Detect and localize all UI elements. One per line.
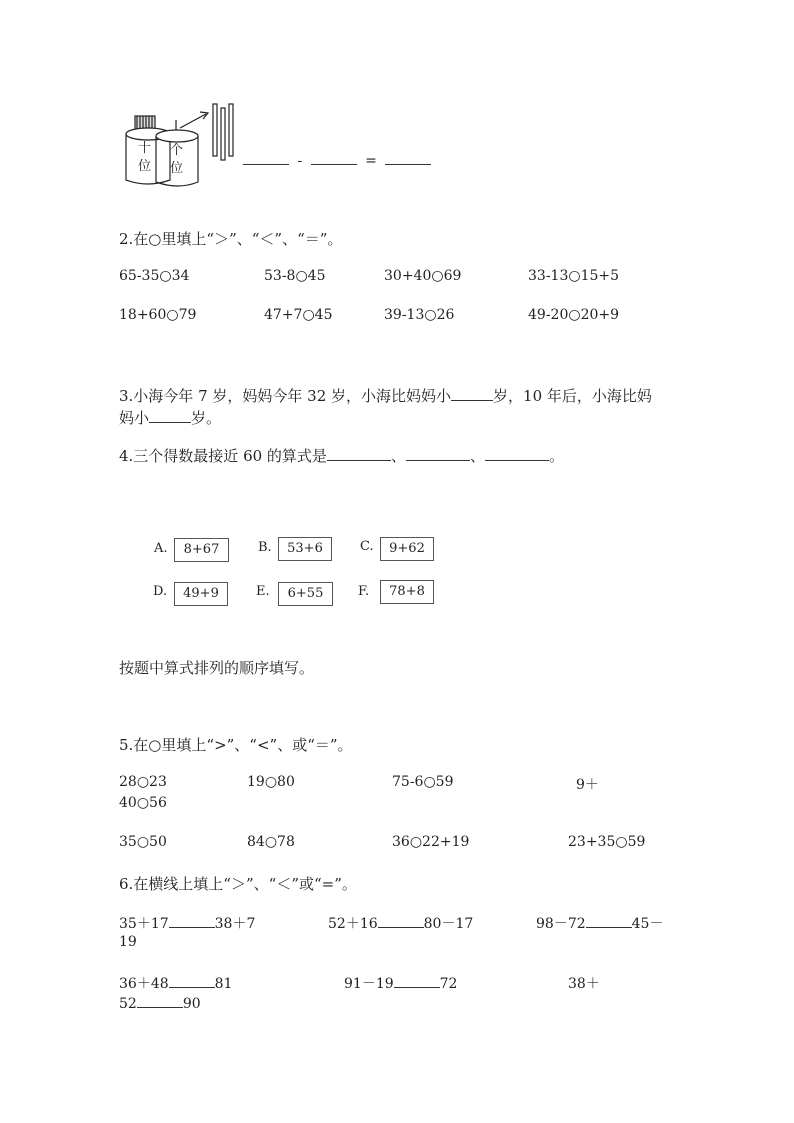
q6-blank[interactable] xyxy=(169,915,215,928)
q6-blank[interactable] xyxy=(378,915,424,928)
q6-item-wrap: 52 90 xyxy=(119,996,201,1012)
q6-title: 6.在横线上填上“＞”、“＜”或“=”。 xyxy=(119,875,357,893)
q5-title: 5.在○里填上“>”、“<”、或“＝”。 xyxy=(119,736,353,754)
minus-sign: - xyxy=(297,153,303,169)
q6-item-wrap: 19 xyxy=(119,934,137,950)
q3-blank-2[interactable] xyxy=(149,410,191,423)
q2-item[interactable]: 49-20○20+9 xyxy=(528,307,620,323)
q4-blank-3[interactable] xyxy=(485,448,549,461)
q4-note: 按题中算式排列的顺序填写。 xyxy=(119,659,315,677)
option-letter-f: F. xyxy=(358,584,370,599)
q2-title: 2.在○里填上“＞”、“＜”、“＝”。 xyxy=(119,230,343,248)
q6-item: 38＋ xyxy=(568,976,600,992)
q3-blank-1[interactable] xyxy=(451,388,493,401)
q2-item[interactable]: 39-13○26 xyxy=(384,307,455,323)
q2-item[interactable]: 30+40○69 xyxy=(384,268,462,284)
q2-item[interactable]: 53-8○45 xyxy=(264,268,326,284)
option-box-b[interactable]: 53+6 xyxy=(278,537,332,561)
place-value-figure xyxy=(118,96,248,192)
q5-item[interactable]: 9＋ xyxy=(576,777,599,793)
answer-blank-2[interactable] xyxy=(311,152,357,165)
option-box-a[interactable]: 8+67 xyxy=(174,538,229,562)
q3-line2: 妈小 岁。 xyxy=(119,409,222,427)
q2-item[interactable]: 33-13○15+5 xyxy=(528,268,620,284)
q2-item[interactable]: 18+60○79 xyxy=(119,307,197,323)
answer-blank-1[interactable] xyxy=(243,152,289,165)
q5-item[interactable]: 23+35○59 xyxy=(568,834,646,850)
q5-item-wrap[interactable]: 40○56 xyxy=(119,795,167,811)
q6-blank[interactable] xyxy=(586,915,632,928)
q2-item[interactable]: 47+7○45 xyxy=(264,307,333,323)
q5-item[interactable]: 36○22+19 xyxy=(392,834,470,850)
q6-item: 36＋48 81 xyxy=(119,976,233,992)
q4-blank-1[interactable] xyxy=(327,448,391,461)
ones-label: 个 位 xyxy=(170,143,184,176)
option-letter-c: C. xyxy=(360,539,374,554)
option-letter-d: D. xyxy=(153,584,168,599)
q6-item: 98－72 45－ xyxy=(536,916,664,932)
q4-title: 4.三个得数最接近 60 的算式是 、 、 。 xyxy=(119,447,564,465)
q6-item: 91－19 72 xyxy=(344,976,458,992)
option-letter-b: B. xyxy=(258,540,272,555)
q6-blank[interactable] xyxy=(394,975,440,988)
q6-blank[interactable] xyxy=(137,995,183,1008)
figure-equation xyxy=(243,152,431,169)
q4-blank-2[interactable] xyxy=(406,448,470,461)
q2-item[interactable]: 65-35○34 xyxy=(119,268,190,284)
q6-blank[interactable] xyxy=(169,975,215,988)
option-letter-e: E. xyxy=(256,584,270,599)
option-box-c[interactable]: 9+62 xyxy=(380,537,434,561)
q6-item: 35＋17 38＋7 xyxy=(119,916,256,932)
equals-sign: = xyxy=(365,153,377,169)
answer-blank-3[interactable] xyxy=(385,152,431,165)
option-letter-a: A. xyxy=(154,541,168,556)
q5-item[interactable]: 28○23 xyxy=(119,774,167,790)
q3-line1: 3.小海今年 7 岁，妈妈今年 32 岁，小海比妈妈小 岁，10 年后，小海比妈 xyxy=(119,387,652,405)
q6-item: 52＋16 80－17 xyxy=(328,916,474,932)
q5-item[interactable]: 75-6○59 xyxy=(392,774,454,790)
option-box-e[interactable]: 6+55 xyxy=(278,582,333,606)
option-box-f[interactable]: 78+8 xyxy=(380,580,434,604)
option-box-d[interactable]: 49+9 xyxy=(174,582,228,606)
q5-item[interactable]: 19○80 xyxy=(247,774,295,790)
q5-item[interactable]: 84○78 xyxy=(247,834,295,850)
q5-item[interactable]: 35○50 xyxy=(119,834,167,850)
tens-label: 十 位 xyxy=(138,141,152,174)
